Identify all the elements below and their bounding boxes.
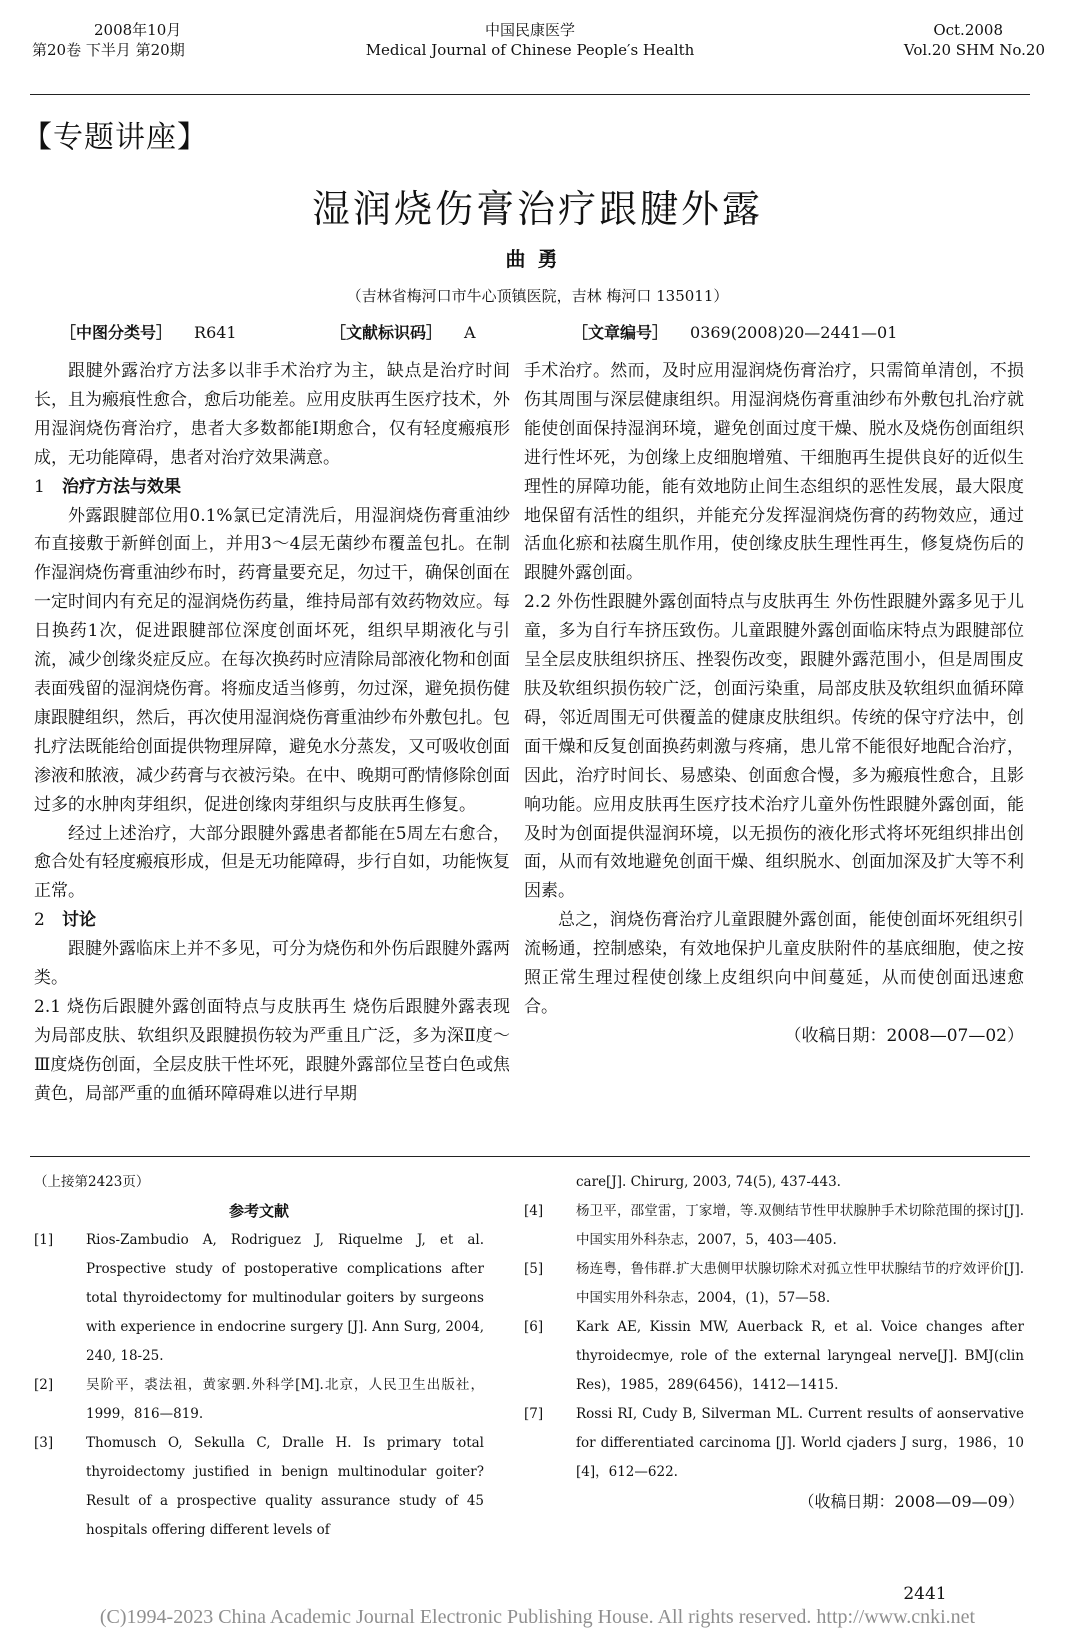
section-tag: 【专题讲座】 [22,120,208,155]
header-date: 2008年10月 [94,21,182,39]
art-label: ［文章编号］ [572,323,669,342]
clc-label: ［中图分类号］ [60,323,173,342]
reference-text: 吴阶平，裘法祖，黄家驷.外科学[M].北京，人民卫生出版社，1999，816—819. [86,1377,484,1422]
intro-paragraph: 跟腱外露治疗方法多以非手术治疗为主，缺点是治疗时间长，且为瘢痕性愈合，愈后功能差。应用皮肤再生医疗技术，外用湿润烧伤膏治疗，患者大多数都能Ⅰ期愈合，仅有轻度瘢痕形成，无功能障碍，患者对治疗效果满意。 [34,361,510,468]
references-title: 参考文献 [228,1202,289,1220]
section-number-2: 2 [34,910,45,931]
doc-label: ［文献标识码］ [330,323,443,342]
continued-paragraph: 手术治疗。然而，及时应用湿润烧伤膏治疗，只需简单清创，不损伤其周围与深层健康组织。用湿润烧伤膏重油纱布外敷包扎治疗就能使创面保持湿润环境，避免创面过度干燥、脱水及烧伤创面组织进行性坏死，为创缘上皮细胞增殖、干细胞再生提供良好的近似生理性的屏障功能，能有效地防止间生态组织的恶性发展，最大限度地保留有活性的组织，并能充分发挥湿润烧伤膏的药物效应，通过活血化瘀和祛腐生肌作用，使创缘皮肤生理性再生，修复烧伤后的跟腱外露创面。 [524,361,1024,584]
reference-item [524,1400,1024,1487]
reference-number: [4] [524,1203,544,1219]
reference-continuation: care[J]. Chirurg, 2003, 74(5), 437-443. [576,1174,841,1190]
reference-item [34,1371,484,1429]
reference-text: Thomusch O, Sekulla C, Dralle H. Is primary total thyroidectomy justified in benign multinodular goiter? Result of a prospective quality assurance study of 45 hospitals offering different levels of [86,1435,484,1538]
reference-item [524,1313,1024,1400]
reference-number: [6] [524,1319,544,1335]
discussion-paragraph: 跟腱外露临床上并不多见，可分为烧伤和外伤后跟腱外露两类。 [34,939,510,989]
section-title-1: 治疗方法与效果 [62,476,181,497]
section-number-1: 1 [34,476,45,497]
article-title: 湿润烧伤膏治疗跟腱外露 [311,187,763,231]
article-number [572,320,897,343]
running-header-left [32,20,292,60]
reference-number: [1] [34,1232,54,1248]
references-received-date: （收稿日期：2008—09—09） [798,1492,1024,1511]
running-header-right [820,20,1045,60]
conclusion-paragraph: 总之，润烧伤膏治疗儿童跟腱外露创面，能使创面坏死组织引流畅通，控制感染，有效地保护儿童皮肤附件的基底细胞，使之按照正常生理过程使创缘上皮组织向中间蔓延，从而使创面迅速愈合。 [524,910,1024,1017]
reference-number: [7] [524,1406,544,1422]
method-paragraph: 外露跟腱部位用0.1%氯已定清洗后，用湿润烧伤膏重油纱布直接敷于新鲜创面上，并用3～4层无菌纱布覆盖包扎。在制作湿润烧伤膏重油纱布时，药膏量要充足，勿过干，确保创面在一定时间内有充足的湿润烧伤药量，维持局部有效药物效应。每日换药1次，促进跟腱部位深度创面坏死，组织早期液化与引流，减少创缘炎症反应。在每次换药时应清除局部液化物和创面表面残留的湿润烧伤膏。将痂皮适当修剪，勿过深，避免损伤健康跟腱组织，然后，再次使用湿润烧伤膏重油纱布外敷包扎。包扎疗法既能给创面提供物理屏障，避免水分蒸发，又可吸收创面渗液和脓液，减少药膏与衣被污染。在中、晚期可酌情修除创面过多的水肿肉芽组织，促进创缘肉芽组织与皮肤再生修复。 [34,505,510,815]
section-heading-2 [34,906,510,935]
document-code [330,320,476,343]
result-paragraph: 经过上述治疗，大部分跟腱外露患者都能在5周左右愈合，愈合处有轻度瘢痕形成，但是无功能障碍，步行自如，功能恢复正常。 [34,823,510,902]
copyright-notice: (C)1994-2023 China Academic Journal Electronic Publishing House. All rights reserved. http://www.cnki.net [99,1606,976,1628]
journal-name-en: Medical Journal of Chinese People′s Health [365,41,695,59]
body-right-column [524,357,1024,1051]
art-value: 0369(2008)20—2441—01 [690,323,898,342]
header-date-en: Oct.2008 [933,21,1003,39]
references-rule [30,1156,1030,1157]
reference-number: [3] [34,1435,54,1451]
header-rule [30,94,1030,95]
page-number: 2441 [903,1584,947,1604]
reference-number: [5] [524,1261,544,1277]
reference-text: 杨卫平，邵堂雷，丁家增，等.双侧结节性甲状腺肿手术切除范围的探讨[J].中国实用外科杂志，2007，5，403—405. [576,1203,1024,1248]
reference-text: Rossi RI, Cudy B, Silverman ML. Current results of aonservative for differentiated carcinoma [J]. World cjaders J surg，1986，10 [4]，612—622. [576,1406,1024,1480]
body-left-column [34,357,510,1109]
received-date: （收稿日期：2008—07—02） [784,1025,1024,1046]
reference-item [34,1429,484,1545]
continued-from-note: （上接第2423页） [34,1174,150,1190]
journal-name-cn: 中国民康医学 [484,21,575,39]
reference-item [524,1255,1024,1313]
reference-text: 杨连粤，鲁伟群.扩大患侧甲状腺切除术对孤立性甲状腺结节的疗效评价[J].中国实用外科杂志，2004，(1)，57—58. [576,1261,1024,1306]
subsection-2-2-paragraph: 2.2 外伤性跟腱外露创面特点与皮肤再生 外伤性跟腱外露多见于儿童，多为自行车挤压致伤。儿童跟腱外露创面临床特点为跟腱部位呈全层皮肤组织挤压、挫裂伤改变，跟腱外露范围小，但是周围皮肤及软组织损伤较广泛，创面污染重，局部皮肤及软组织血循环障碍，邻近周围无可供覆盖的健康皮肤组织。传统的保守疗法中，创面干燥和反复创面换药刺激与疼痛，患儿常不能很好地配合治疗，因此，治疗时间长、易感染、创面愈合慢，多为瘢痕性愈合，且影响功能。应用皮肤再生医疗技术治疗儿童外伤性跟腱外露创面，能及时为创面提供湿润环境，以无损伤的液化形式将坏死组织排出创面，从而有效地避免创面干燥、组织脱水、创面加深及扩大等不利因素。 [524,592,1024,902]
reference-text: Rios-Zambudio A, Rodriguez J, Riquelme J, et al. Prospective study of postoperative complications after total thyroidectomy for multinodular goiters by surgeons with experience in endocrine surgery [J]. Ann Surg, 2004, 240, 18-25. [86,1232,484,1364]
doc-value: A [464,323,476,342]
running-header-center [330,20,730,60]
clc-number [60,320,237,343]
affiliation: （吉林省梅河口市牛心顶镇医院，吉林 梅河口 135011） [346,287,729,305]
reference-item [34,1226,484,1371]
section-title-2: 讨论 [62,910,96,931]
section-heading-1 [34,473,510,502]
header-volume-en: Vol.20 SHM No.20 [903,41,1045,59]
references-right [524,1168,1024,1516]
reference-text: Kark AE, Kissin MW, Auerback R, et al. Voice changes after thyroidecmye, role of the external laryngeal nerve[J]. BMJ(clin Res)，1985，289(6456)，1412—1415. [576,1319,1024,1393]
author: 曲勇 [505,247,570,271]
references-left [34,1168,484,1545]
reference-item [524,1197,1024,1255]
clc-value: R641 [194,323,237,342]
subsection-2-1-paragraph: 2.1 烧伤后跟腱外露创面特点与皮肤再生 烧伤后跟腱外露表现为局部皮肤、软组织及跟腱损伤较为严重且广泛，多为深Ⅱ度～Ⅲ度烧伤创面，全层皮肤干性坏死，跟腱外露部位呈苍白色或焦黄色，局部严重的血循环障碍难以进行早期 [34,996,510,1104]
reference-number: [2] [34,1377,54,1393]
header-volume: 第20卷 下半月 第20期 [32,41,185,59]
